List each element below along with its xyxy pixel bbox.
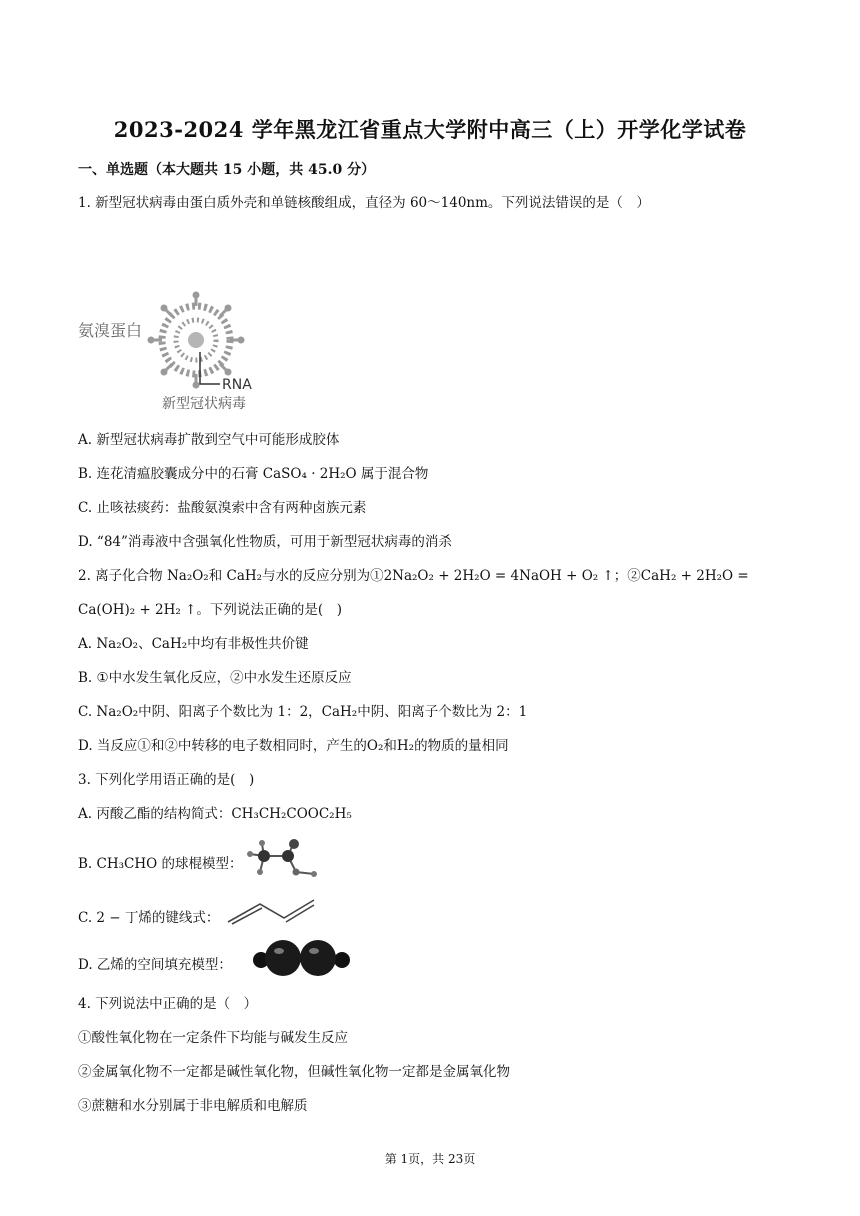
question-1-stem: 1. 新型冠状病毒由蛋白质外壳和单链核酸组成，直径为 60～140nm。下列说法错误的是（ ） xyxy=(78,195,650,211)
question-3-stem: 3. 下列化学用语正确的是( ) xyxy=(78,772,255,788)
question-3-option-b: B. CH₃CHO 的球棍模型： xyxy=(78,856,243,872)
page-title: 2023-2024 学年黑龙江省重点大学附中高三（上）开学化学试卷 xyxy=(113,117,747,142)
ball-stick-model-icon xyxy=(244,838,324,880)
question-2-stem-line1: 2. 离子化合物 Na₂O₂和 CaH₂与水的反应分别为①2Na₂O₂ + 2H₂O = 4NaOH + O₂ ↑；②CaH₂ + 2H₂O = xyxy=(78,568,749,584)
virus-figure xyxy=(76,290,276,415)
figure-label-rna: RNA xyxy=(222,377,252,393)
question-1-option-c: C. 止咳祛痰药：盐酸氨溴索中含有两种卤族元素 xyxy=(78,500,367,516)
question-3-option-a: A. 丙酸乙酯的结构简式：CH₃CH₂COOC₂H₅ xyxy=(78,806,352,822)
option-b-formula: CaSO₄ · 2H₂O xyxy=(262,466,357,482)
section-heading: 一、单选题（本大题共 15 小题，共 45.0 分） xyxy=(78,162,376,178)
question-4-item-3: ③蔗糖和水分别属于非电解质和电解质 xyxy=(78,1098,308,1114)
page-footer: 第 1页，共 23页 xyxy=(384,1152,476,1166)
question-3-option-c: C. 2 − 丁烯的键线式： xyxy=(78,910,220,926)
space-filling-model-icon xyxy=(252,938,352,978)
option-b-text-pre: B. 连花清瘟胶囊成分中的石膏 xyxy=(78,466,263,482)
question-4-item-1: ①酸性氧化物在一定条件下均能与碱发生反应 xyxy=(78,1030,348,1046)
question-2-option-c: C. Na₂O₂中阴、阳离子个数比为 1：2，CaH₂中阴、阳离子个数比为 2：1 xyxy=(78,704,528,720)
question-2-stem-line2: Ca(OH)₂ + 2H₂ ↑。下列说法正确的是( ) xyxy=(78,602,342,618)
question-2-option-a: A. Na₂O₂、CaH₂中均有非极性共价键 xyxy=(78,636,309,652)
option-b-text-post: 属于混合物 xyxy=(356,466,429,482)
virus-particle-icon xyxy=(148,292,245,389)
question-3-option-d: D. 乙烯的空间填充模型： xyxy=(78,957,232,973)
figure-caption: 新型冠状病毒 xyxy=(162,396,246,412)
question-1-option-b xyxy=(78,462,428,482)
question-4-item-2: ②金属氧化物不一定都是碱性氧化物，但碱性氧化物一定都是金属氧化物 xyxy=(78,1064,510,1080)
question-1-option-d: D. “84”消毒液中含强氧化性物质，可用于新型冠状病毒的消杀 xyxy=(78,534,452,550)
question-2-option-d: D. 当反应①和②中转移的电子数相同时，产生的O₂和H₂的物质的量相同 xyxy=(78,738,509,754)
bond-line-formula-icon xyxy=(226,896,316,926)
question-2-option-b: B. ①中水发生氧化反应，②中水发生还原反应 xyxy=(78,670,352,686)
figure-label-protein: 氨溴蛋白 xyxy=(78,321,143,340)
question-4-stem: 4. 下列说法中正确的是（ ） xyxy=(78,996,258,1012)
question-1-option-a: A. 新型冠状病毒扩散到空气中可能形成胶体 xyxy=(78,432,340,448)
